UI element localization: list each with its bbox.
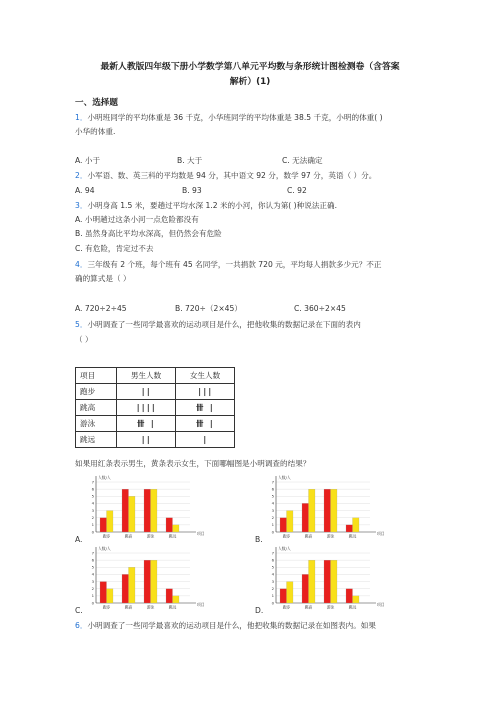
- bar: [166, 589, 173, 603]
- question-number: 2．: [75, 171, 88, 180]
- table-cell-boys: ||||: [117, 400, 176, 416]
- table-row: [76, 400, 235, 416]
- question-number: 3．: [75, 201, 88, 210]
- y-tick-label: 5: [271, 493, 274, 499]
- x-tick-label: 跳远: [168, 533, 177, 539]
- y-tick-label: 1: [91, 522, 94, 528]
- bar: [166, 518, 173, 532]
- option-b[interactable]: B. 720÷（2×45）: [175, 304, 242, 313]
- document-title-line1: 最新人教版四年级下册小学数学第八单元平均数与条形统计图检测卷（含答案: [100, 62, 400, 72]
- table-header: 项目: [76, 368, 117, 384]
- question-number: 5．: [75, 320, 88, 329]
- x-tick-label: 游泳: [146, 604, 155, 610]
- question-number: 4．: [75, 260, 88, 269]
- table-row: [76, 416, 235, 432]
- table-cell-girls: 卌 |: [176, 416, 235, 432]
- bar: [100, 518, 107, 532]
- bar: [129, 496, 136, 532]
- y-tick-label: 5: [91, 493, 94, 499]
- x-tick-label: 游泳: [326, 604, 335, 610]
- table-cell-item: 跑步: [76, 384, 117, 400]
- chart-c: [88, 546, 206, 616]
- chart-b: [268, 475, 386, 545]
- question-4-line2: 确的算式是（ ）: [75, 274, 131, 283]
- y-axis-label: 人数/人: [98, 475, 111, 480]
- table-header-row: [76, 368, 235, 384]
- option-a[interactable]: A. 720÷2÷45: [75, 304, 127, 313]
- bar: [144, 489, 151, 532]
- option-c-label[interactable]: C.: [75, 606, 83, 615]
- bar: [302, 574, 309, 603]
- bar: [287, 511, 294, 532]
- question-text: 小明调查了一些同学最喜欢的运动项目是什么，把他收集的数据记录在下面的表内: [87, 320, 361, 329]
- bar: [287, 582, 294, 603]
- option-b[interactable]: B. 虽然身高比平均水深高，但仍然会有危险: [75, 229, 222, 238]
- y-tick-label: 2: [271, 515, 274, 521]
- y-tick-label: 7: [271, 550, 274, 556]
- y-axis-label: 人数/人: [98, 546, 111, 551]
- x-tick-label: 跑步: [282, 533, 291, 539]
- y-tick-label: 2: [91, 586, 94, 592]
- option-b[interactable]: B. 大于: [177, 156, 203, 165]
- bar: [129, 567, 136, 603]
- option-c[interactable]: C. 有危险，肯定过不去: [75, 244, 154, 253]
- question-text: 小军语、数、英三科的平均数是 94 分，其中语文 92 分，数学 97 分，英语（ ）分。: [87, 171, 377, 180]
- x-tick-label: 跑步: [282, 604, 291, 610]
- y-tick-label: 0: [271, 600, 274, 606]
- bar: [122, 489, 129, 532]
- bar: [151, 489, 158, 532]
- bar: [107, 589, 114, 603]
- question-2: [75, 171, 376, 181]
- bar: [346, 589, 353, 603]
- y-tick-label: 6: [91, 557, 94, 563]
- y-tick-label: 7: [271, 479, 274, 485]
- bar: [324, 489, 331, 532]
- option-d-label[interactable]: D.: [255, 606, 264, 615]
- section-heading: 一、选择题: [75, 98, 118, 108]
- option-a[interactable]: A. 94: [75, 186, 95, 195]
- x-tick-label: 跑步: [102, 604, 111, 610]
- y-tick-label: 7: [91, 550, 94, 556]
- question-5-prompt: 如果用红条表示男生，黄条表示女生，下面哪幅图是小明调查的结果？: [75, 459, 311, 468]
- table-cell-boys: 卌 |: [117, 416, 176, 432]
- bar: [122, 574, 129, 603]
- y-tick-label: 6: [91, 486, 94, 492]
- x-tick-label: 游泳: [326, 533, 335, 539]
- bar: [173, 596, 180, 603]
- chart-d: [268, 546, 386, 616]
- question-text: 三年级有 2 个班，每个班有 45 名同学，一共捐款 720 元，平均每人捐款多少元？不正: [87, 260, 382, 269]
- chart-a: [88, 475, 206, 545]
- tally-table: [75, 367, 235, 448]
- option-c[interactable]: C. 无法确定: [282, 156, 323, 165]
- document-title-line2: 解析）(1): [229, 77, 271, 87]
- question-6: [75, 621, 376, 631]
- option-b-label[interactable]: B.: [255, 535, 263, 544]
- x-tick-label: 跳远: [168, 604, 177, 610]
- table-cell-boys: ||: [117, 384, 176, 400]
- x-tick-label: 游泳: [146, 533, 155, 539]
- bar: [280, 518, 287, 532]
- y-tick-label: 3: [91, 578, 94, 584]
- bar: [353, 596, 360, 603]
- y-tick-label: 0: [91, 600, 94, 606]
- y-tick-label: 4: [271, 500, 274, 506]
- y-tick-label: 7: [91, 479, 94, 485]
- question-number: 6．: [75, 621, 88, 630]
- y-tick-label: 6: [271, 557, 274, 563]
- table-row: [76, 432, 235, 448]
- bar: [107, 511, 114, 532]
- bar: [353, 518, 360, 532]
- table-cell-item: 跳远: [76, 432, 117, 448]
- y-tick-label: 5: [91, 564, 94, 570]
- bar: [309, 560, 316, 603]
- table-header: 男生人数: [117, 368, 176, 384]
- bar: [331, 560, 338, 603]
- x-tick-label: 跑步: [102, 533, 111, 539]
- question-text: 小明班同学的平均体重是 36 千克，小华班同学的平均体重是 38.5 千克，小明的体重( ): [87, 113, 383, 122]
- bar: [280, 589, 287, 603]
- question-text: 小明调查了一些同学最喜欢的运动项目是什么，他把收集的数据记录在如图表内。如果: [87, 621, 376, 630]
- y-tick-label: 2: [271, 586, 274, 592]
- bar: [100, 582, 107, 603]
- bar: [151, 560, 158, 603]
- x-axis-label: 项目: [377, 531, 385, 536]
- y-tick-label: 3: [91, 507, 94, 513]
- question-5: [75, 320, 361, 330]
- question-number: 1．: [75, 113, 88, 122]
- table-cell-girls: |||: [176, 384, 235, 400]
- table-row: [76, 384, 235, 400]
- table-cell-item: 跳高: [76, 400, 117, 416]
- table-cell-boys: ||: [117, 432, 176, 448]
- x-tick-label: 跳高: [124, 604, 133, 610]
- table-cell-girls: 卌 |: [176, 400, 235, 416]
- x-tick-label: 跳高: [304, 604, 313, 610]
- y-tick-label: 1: [271, 522, 274, 528]
- question-3: [75, 201, 337, 211]
- option-c[interactable]: C. 92: [287, 186, 307, 195]
- bar: [324, 560, 331, 603]
- y-tick-label: 1: [271, 593, 274, 599]
- x-tick-label: 跳远: [348, 533, 357, 539]
- x-tick-label: 跳高: [124, 533, 133, 539]
- x-axis-label: 项目: [377, 602, 385, 607]
- question-5-line2: （ ）: [75, 335, 93, 344]
- y-axis-label: 人数/人: [278, 546, 291, 551]
- x-axis-label: 项目: [197, 531, 205, 536]
- y-axis-label: 人数/人: [278, 475, 291, 480]
- option-c[interactable]: C. 360÷2×45: [294, 304, 346, 313]
- question-4: [75, 260, 382, 270]
- table-cell-item: 游泳: [76, 416, 117, 432]
- y-tick-label: 4: [91, 500, 94, 506]
- y-tick-label: 3: [271, 507, 274, 513]
- bar: [302, 503, 309, 532]
- x-tick-label: 跳远: [348, 604, 357, 610]
- table-header: 女生人数: [176, 368, 235, 384]
- bar: [309, 489, 316, 532]
- y-tick-label: 2: [91, 515, 94, 521]
- question-1: [75, 113, 383, 123]
- y-tick-label: 6: [271, 486, 274, 492]
- x-tick-label: 跳高: [304, 533, 313, 539]
- bar: [173, 525, 180, 532]
- y-tick-label: 0: [271, 529, 274, 535]
- y-tick-label: 1: [91, 593, 94, 599]
- option-b[interactable]: B. 93: [182, 186, 202, 195]
- table-cell-girls: |: [176, 432, 235, 448]
- option-a[interactable]: A. 小于: [75, 156, 101, 165]
- option-a-label[interactable]: A.: [75, 535, 83, 544]
- y-tick-label: 0: [91, 529, 94, 535]
- y-tick-label: 5: [271, 564, 274, 570]
- question-1-line2: 小华的体重.: [75, 127, 116, 136]
- y-tick-label: 4: [91, 571, 94, 577]
- x-axis-label: 项目: [197, 602, 205, 607]
- bar: [144, 560, 151, 603]
- y-tick-label: 3: [271, 578, 274, 584]
- y-tick-label: 4: [271, 571, 274, 577]
- bar: [346, 525, 353, 532]
- option-a[interactable]: A. 小明趟过这条小河一点危险都没有: [75, 215, 199, 224]
- question-text: 小明身高 1.5 米，要趟过平均水深 1.2 米的小河，你认为第( )种说法正确.: [87, 201, 338, 210]
- bar: [331, 489, 338, 532]
